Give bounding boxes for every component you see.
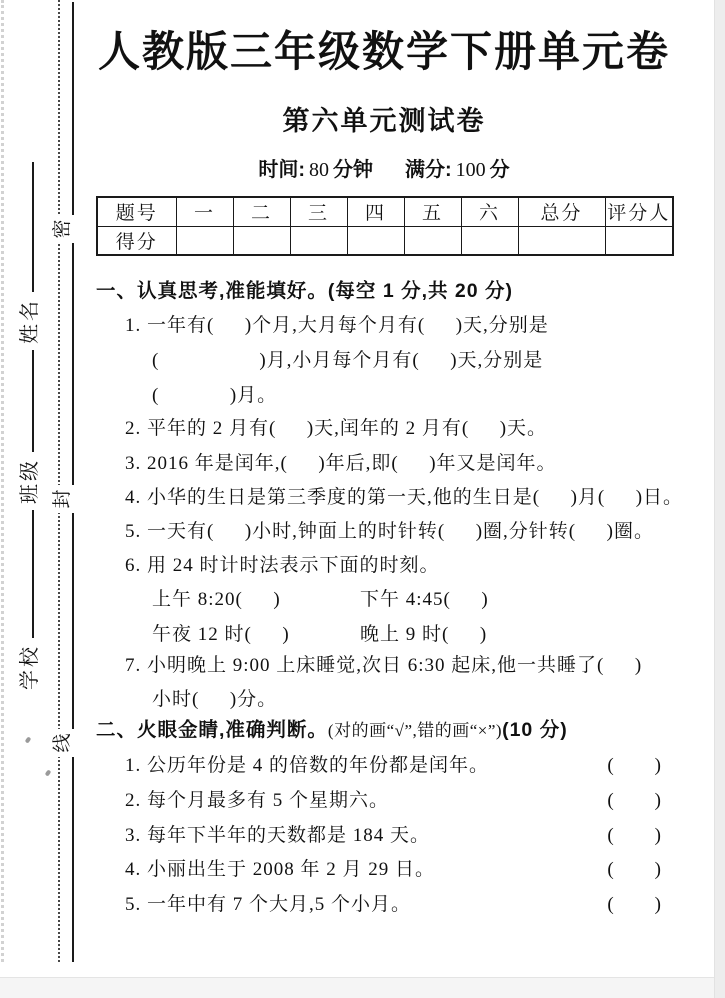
ink-speck — [45, 769, 52, 776]
header-part-4: 四 — [347, 197, 404, 226]
question-line: 4. 小华的生日是第三季度的第一天,他的生日是( )月( )日。 — [125, 487, 684, 508]
answer-bracket: ( ) — [607, 894, 662, 915]
question-line: 3. 2016 年是闰年,( )年后,即( )年又是闰年。 — [125, 453, 557, 474]
question-line: 1. 一年有( )个月,大月每个月有( )天,分别是 — [125, 315, 549, 336]
page-right-edge — [714, 0, 725, 998]
section2-heading-note: (对的画“√”,错的画“×”) — [327, 721, 503, 740]
seal-char-mi: 密 — [43, 215, 77, 243]
paper-content — [96, 0, 684, 998]
judge-row — [125, 822, 662, 849]
header-part-3: 三 — [290, 197, 347, 226]
paper-meta — [96, 153, 672, 182]
class-blank-line — [20, 350, 34, 452]
answer-bracket: ( ) — [607, 825, 662, 846]
section2-heading-title: 二、火眼金睛,准确判断。 — [96, 719, 328, 741]
score-table-score-row — [97, 226, 673, 255]
time-conversion-right: 晚上 9 时( ) — [360, 624, 488, 645]
question-line: 5. 一天有( )小时,钟面上的时针转( )圈,分针转( )圈。 — [125, 521, 654, 542]
question-line: 2. 平年的 2 月有( )天,闰年的 2 月有( )天。 — [125, 418, 548, 439]
judge-text: 3. 每年下半年的天数都是 184 天。 — [125, 825, 431, 846]
answer-bracket: ( ) — [607, 859, 662, 880]
score-cell-empty — [518, 226, 605, 255]
question-line: 6. 用 24 时计时法表示下面的时刻。 — [125, 555, 440, 576]
time-unit: 分钟 — [333, 159, 373, 181]
page-bottom-edge — [0, 977, 725, 998]
question-line — [152, 621, 487, 648]
full-score-value: 100 — [455, 159, 486, 181]
seal-field-class: 班级 — [18, 458, 41, 504]
section2-heading — [96, 717, 568, 744]
question-line — [152, 586, 489, 613]
paper-subtitle: 第六单元测试卷 — [282, 106, 486, 136]
header-grader: 评分人 — [605, 197, 673, 226]
judge-row — [125, 891, 662, 918]
header-part-2: 二 — [233, 197, 290, 226]
score-cell-empty — [176, 226, 233, 255]
name-blank-line — [20, 162, 34, 292]
question-line: ( )月,小月每个月有( )天,分别是 — [152, 350, 544, 371]
question-line: ( )月。 — [152, 385, 278, 406]
answer-bracket: ( ) — [607, 790, 662, 811]
seal-dotted-line — [58, 0, 60, 962]
full-score-label: 满分: — [405, 159, 452, 181]
score-cell-empty — [605, 226, 673, 255]
judge-text: 5. 一年中有 7 个大月,5 个小月。 — [125, 894, 412, 915]
score-row-label: 得分 — [97, 226, 176, 255]
seal-field-name: 姓名 — [18, 298, 41, 344]
page-left-edge — [1, 0, 4, 962]
score-cell-empty — [404, 226, 461, 255]
ink-speck — [25, 736, 32, 743]
school-blank-line — [20, 510, 34, 638]
score-cell-empty — [461, 226, 518, 255]
section1-heading: 一、认真思考,准能填好。(每空 1 分,共 20 分) — [96, 280, 514, 302]
question-line: 7. 小明晚上 9:00 上床睡觉,次日 6:30 起床,他一共睡了( ) — [125, 655, 643, 676]
time-conversion-left: 午夜 12 时( ) — [152, 624, 290, 645]
full-score-unit: 分 — [489, 159, 510, 181]
score-cell-empty — [290, 226, 347, 255]
score-table — [96, 196, 674, 256]
seal-char-xian: 线 — [43, 729, 77, 757]
seal-info-labels — [8, 143, 46, 690]
header-total: 总分 — [518, 197, 605, 226]
time-value: 80 — [309, 159, 329, 181]
header-part-6: 六 — [461, 197, 518, 226]
judge-text: 2. 每个月最多有 5 个星期六。 — [125, 790, 390, 811]
header-part-1: 一 — [176, 197, 233, 226]
seal-field-school: 学校 — [18, 644, 41, 690]
score-cell-empty — [233, 226, 290, 255]
judge-row — [125, 856, 662, 883]
seal-solid-line — [72, 2, 74, 962]
answer-bracket: ( ) — [607, 755, 662, 776]
judge-text: 1. 公历年份是 4 的倍数的年份都是闰年。 — [125, 755, 490, 776]
section2-heading-points: (10 分) — [502, 719, 568, 741]
score-table-header-row — [97, 197, 673, 226]
time-conversion-left: 上午 8:20( ) — [152, 589, 281, 610]
paper-title: 人教版三年级数学下册单元卷 — [97, 30, 670, 76]
header-part-5: 五 — [404, 197, 461, 226]
time-conversion-right: 下午 4:45( ) — [360, 589, 489, 610]
judge-row — [125, 787, 662, 814]
question-line: 小时( )分。 — [152, 689, 278, 710]
judge-row — [125, 752, 662, 779]
seal-char-feng: 封 — [43, 485, 77, 513]
header-question-no: 题号 — [97, 197, 176, 226]
score-cell-empty — [347, 226, 404, 255]
time-label: 时间: — [258, 159, 305, 181]
judge-text: 4. 小丽出生于 2008 年 2 月 29 日。 — [125, 859, 436, 880]
